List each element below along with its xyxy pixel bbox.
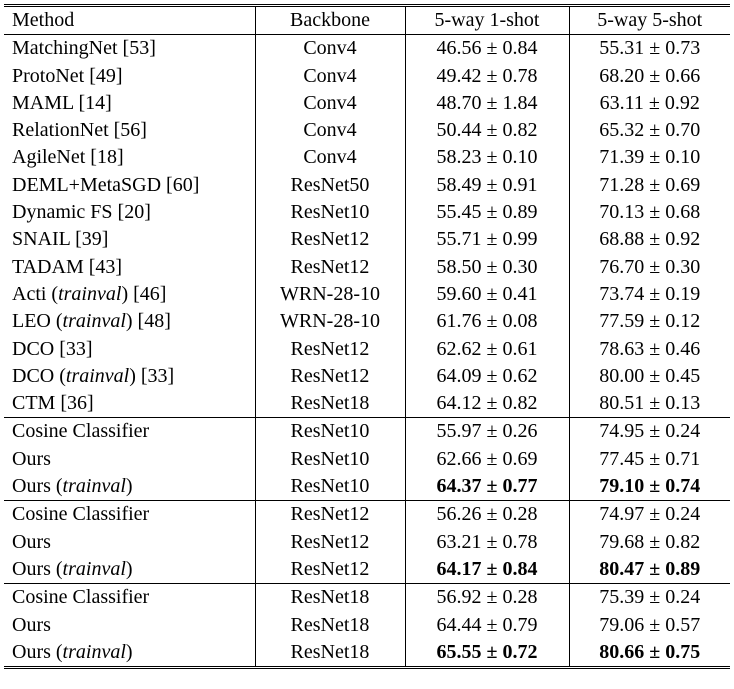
- trainval-label: trainval: [62, 640, 126, 663]
- one-shot-cell: 58.23 ± 0.10: [405, 144, 569, 171]
- method-cell: SNAIL [39]: [12, 228, 109, 251]
- five-shot-cell: 73.74 ± 0.19: [569, 281, 730, 308]
- one-shot-cell-best: 65.55 ± 0.72: [405, 639, 569, 668]
- one-shot-cell: 55.97 ± 0.26: [405, 418, 569, 446]
- one-shot-cell: 63.21 ± 0.78: [405, 529, 569, 556]
- one-shot-cell: 64.12 ± 0.82: [405, 390, 569, 418]
- one-shot-cell: 64.09 ± 0.62: [405, 363, 569, 390]
- backbone-cell: ResNet18: [255, 639, 405, 668]
- five-shot-cell: 68.20 ± 0.66: [569, 63, 730, 90]
- backbone-cell: ResNet12: [255, 363, 405, 390]
- table-row: [4, 35, 730, 63]
- method-cell: Ours: [12, 613, 51, 636]
- table-row: [4, 172, 730, 199]
- backbone-cell: ResNet10: [255, 418, 405, 446]
- method-cell: Ours: [12, 530, 51, 553]
- results-table: [4, 4, 730, 669]
- one-shot-cell: 56.92 ± 0.28: [405, 584, 569, 612]
- table-row: [4, 501, 730, 529]
- method-cell: DEML+MetaSGD [60]: [12, 173, 200, 196]
- table-row: [4, 612, 730, 639]
- table-row: [4, 308, 730, 335]
- five-shot-cell: 79.68 ± 0.82: [569, 529, 730, 556]
- table-row: [4, 90, 730, 117]
- five-shot-cell: 79.06 ± 0.57: [569, 612, 730, 639]
- table-row: [4, 199, 730, 226]
- backbone-cell: ResNet12: [255, 529, 405, 556]
- table-row: [4, 254, 730, 281]
- five-shot-cell: 71.28 ± 0.69: [569, 172, 730, 199]
- five-shot-cell-best: 80.47 ± 0.89: [569, 556, 730, 584]
- backbone-cell: WRN-28-10: [255, 281, 405, 308]
- method-prefix: Acti (: [12, 282, 59, 305]
- one-shot-cell: 46.56 ± 0.84: [405, 35, 569, 63]
- table-row: [4, 473, 730, 501]
- backbone-cell: ResNet50: [255, 172, 405, 199]
- method-cell: Ours: [12, 447, 51, 470]
- method-cell: ProtoNet [49]: [12, 64, 123, 87]
- backbone-cell: Conv4: [255, 35, 405, 63]
- five-shot-cell-best: 79.10 ± 0.74: [569, 473, 730, 501]
- five-shot-cell: 78.63 ± 0.46: [569, 336, 730, 363]
- table-row: [4, 446, 730, 473]
- method-prefix: DCO (: [12, 364, 66, 387]
- trainval-label: trainval: [65, 364, 130, 387]
- method-suffix: ) [33]: [129, 364, 175, 387]
- five-shot-cell: 80.51 ± 0.13: [569, 390, 730, 418]
- one-shot-cell-best: 64.17 ± 0.84: [405, 556, 569, 584]
- five-shot-cell: 76.70 ± 0.30: [569, 254, 730, 281]
- five-shot-cell: 68.88 ± 0.92: [569, 226, 730, 253]
- five-shot-cell: 70.13 ± 0.68: [569, 199, 730, 226]
- trainval-label: trainval: [62, 475, 126, 498]
- one-shot-cell-best: 64.37 ± 0.77: [405, 473, 569, 501]
- method-cell: [4, 473, 255, 501]
- method-cell: RelationNet [56]: [12, 119, 147, 142]
- backbone-cell: ResNet18: [255, 612, 405, 639]
- one-shot-cell: 55.71 ± 0.99: [405, 226, 569, 253]
- five-shot-cell: 74.97 ± 0.24: [569, 501, 730, 529]
- backbone-cell: Conv4: [255, 144, 405, 171]
- backbone-cell: ResNet12: [255, 226, 405, 253]
- method-cell: Cosine Classifier: [4, 418, 255, 446]
- table-row: [4, 336, 730, 363]
- method-cell: [4, 281, 255, 308]
- backbone-cell: ResNet12: [255, 556, 405, 584]
- header-backbone: Backbone: [255, 6, 405, 35]
- method-cell: AgileNet [18]: [12, 146, 124, 169]
- backbone-cell: ResNet10: [255, 199, 405, 226]
- backbone-cell: Conv4: [255, 63, 405, 90]
- one-shot-cell: 58.49 ± 0.91: [405, 172, 569, 199]
- method-cell: Cosine Classifier: [4, 501, 255, 529]
- method-suffix: ): [125, 557, 133, 580]
- backbone-cell: ResNet12: [255, 336, 405, 363]
- method-suffix: ) [46]: [121, 282, 167, 305]
- five-shot-cell: 80.00 ± 0.45: [569, 363, 730, 390]
- one-shot-cell: 55.45 ± 0.89: [405, 199, 569, 226]
- method-prefix: Ours (: [12, 475, 63, 498]
- method-cell: Cosine Classifier: [4, 584, 255, 612]
- table-row: [4, 390, 730, 418]
- backbone-cell: ResNet18: [255, 584, 405, 612]
- table-row: [4, 556, 730, 584]
- one-shot-cell: 50.44 ± 0.82: [405, 117, 569, 144]
- method-cell: [4, 556, 255, 584]
- header-row: [4, 6, 730, 35]
- method-prefix: LEO (: [12, 310, 63, 333]
- method-cell: MAML [14]: [12, 91, 112, 114]
- table-row: [4, 639, 730, 668]
- backbone-cell: ResNet12: [255, 501, 405, 529]
- five-shot-cell: 55.31 ± 0.73: [569, 35, 730, 63]
- header-5way-1shot: 5-way 1-shot: [405, 6, 569, 35]
- five-shot-cell: 77.45 ± 0.71: [569, 446, 730, 473]
- method-suffix: ): [125, 640, 133, 663]
- five-shot-cell: 65.32 ± 0.70: [569, 117, 730, 144]
- header-method: Method: [4, 6, 255, 35]
- table-row: [4, 226, 730, 253]
- one-shot-cell: 48.70 ± 1.84: [405, 90, 569, 117]
- backbone-cell: Conv4: [255, 90, 405, 117]
- method-suffix: ): [125, 475, 133, 498]
- backbone-cell: ResNet10: [255, 473, 405, 501]
- method-cell: DCO [33]: [12, 337, 93, 360]
- one-shot-cell: 61.76 ± 0.08: [405, 308, 569, 335]
- backbone-cell: WRN-28-10: [255, 308, 405, 335]
- backbone-cell: ResNet10: [255, 446, 405, 473]
- table-row: [4, 418, 730, 446]
- table-row: [4, 117, 730, 144]
- method-cell: [4, 308, 255, 335]
- five-shot-cell: 75.39 ± 0.24: [569, 584, 730, 612]
- five-shot-cell: 71.39 ± 0.10: [569, 144, 730, 171]
- five-shot-cell: 63.11 ± 0.92: [569, 90, 730, 117]
- method-prefix: Ours (: [12, 640, 63, 663]
- one-shot-cell: 56.26 ± 0.28: [405, 501, 569, 529]
- backbone-cell: ResNet12: [255, 254, 405, 281]
- one-shot-cell: 62.62 ± 0.61: [405, 336, 569, 363]
- table-row: [4, 144, 730, 171]
- header-5way-5shot: 5-way 5-shot: [569, 6, 730, 35]
- method-suffix: ) [48]: [125, 310, 171, 333]
- method-cell: [4, 639, 255, 668]
- five-shot-cell: 74.95 ± 0.24: [569, 418, 730, 446]
- method-cell: TADAM [43]: [12, 255, 123, 278]
- backbone-cell: ResNet18: [255, 390, 405, 418]
- five-shot-cell: 77.59 ± 0.12: [569, 308, 730, 335]
- one-shot-cell: 58.50 ± 0.30: [405, 254, 569, 281]
- method-cell: Dynamic FS [20]: [12, 201, 151, 224]
- one-shot-cell: 64.44 ± 0.79: [405, 612, 569, 639]
- table-row: [4, 363, 730, 390]
- five-shot-cell-best: 80.66 ± 0.75: [569, 639, 730, 668]
- table-row: [4, 281, 730, 308]
- method-cell: MatchingNet [53]: [12, 37, 156, 60]
- method-cell: [4, 363, 255, 390]
- table-row: [4, 63, 730, 90]
- table-row: [4, 584, 730, 612]
- trainval-label: trainval: [58, 282, 122, 305]
- one-shot-cell: 62.66 ± 0.69: [405, 446, 569, 473]
- trainval-label: trainval: [62, 557, 126, 580]
- backbone-cell: Conv4: [255, 117, 405, 144]
- method-prefix: Ours (: [12, 557, 63, 580]
- one-shot-cell: 49.42 ± 0.78: [405, 63, 569, 90]
- one-shot-cell: 59.60 ± 0.41: [405, 281, 569, 308]
- trainval-label: trainval: [62, 310, 126, 333]
- table-row: [4, 529, 730, 556]
- method-cell: CTM [36]: [12, 392, 94, 415]
